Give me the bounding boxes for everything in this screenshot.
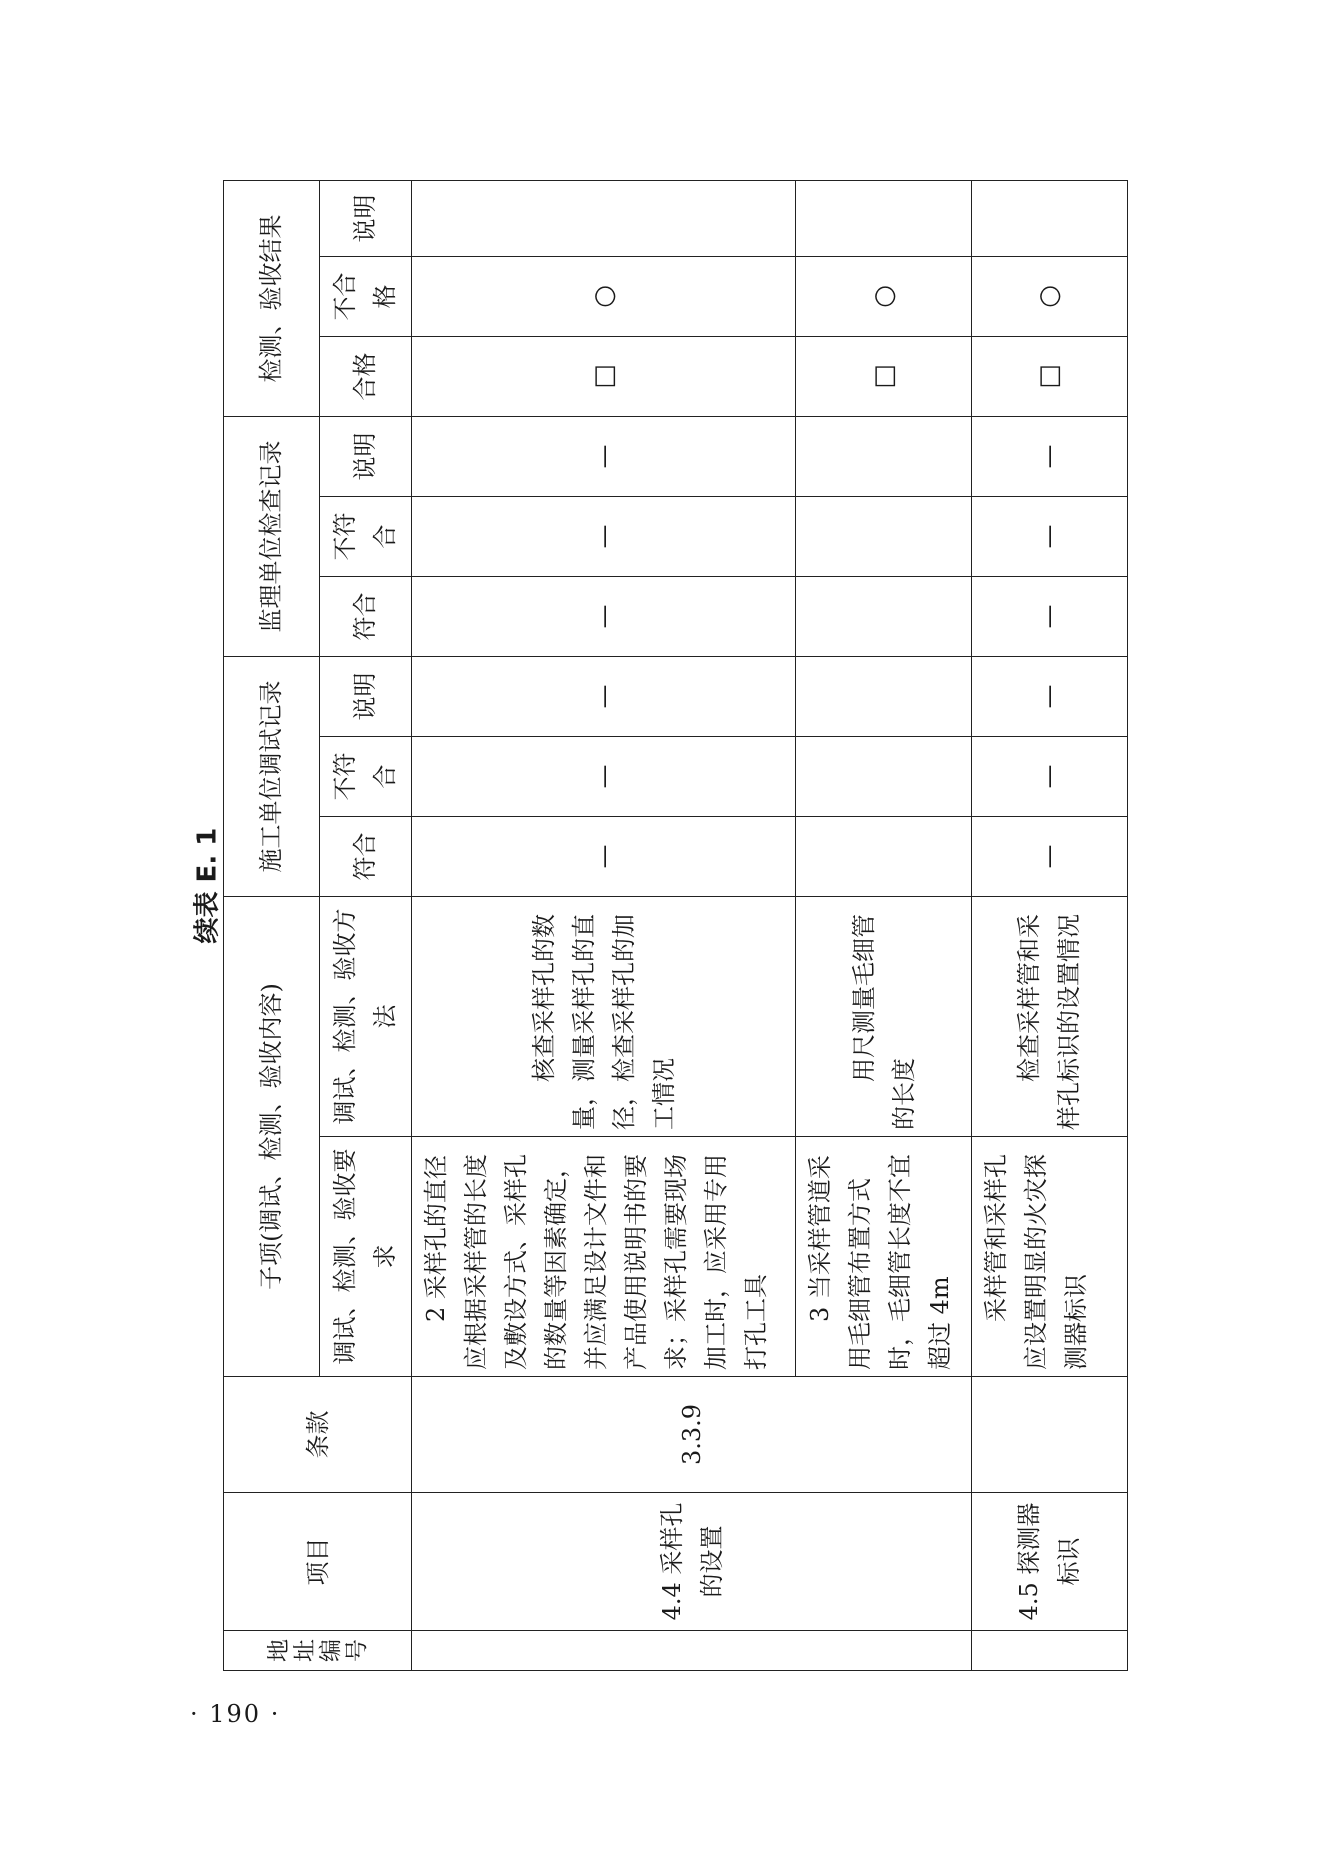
s-nonconform-cell: — bbox=[412, 496, 796, 576]
c-note-cell bbox=[796, 656, 972, 736]
header-clause: 条款 bbox=[224, 1377, 412, 1493]
c-nonconform-cell bbox=[796, 736, 972, 816]
rotated-table-container bbox=[223, 194, 1128, 1671]
result-note-cell bbox=[971, 180, 1127, 256]
c-nonconform-cell: — bbox=[971, 736, 1127, 816]
method-cell: 检查采样管和采样孔标识的设置情况 bbox=[971, 896, 1127, 1136]
header-construction-group: 施工单位调试记录 bbox=[224, 656, 320, 896]
unqualified-radio[interactable]: ○ bbox=[971, 256, 1127, 336]
method-cell: 用尺测量毛细管的长度 bbox=[796, 896, 972, 1136]
s-note-cell: — bbox=[412, 416, 796, 496]
header-c-conform: 符合 bbox=[319, 816, 412, 896]
header-address-no: 地址编号 bbox=[224, 1631, 412, 1671]
qualified-checkbox[interactable]: □ bbox=[796, 336, 972, 416]
requirement-cell: 2 采样孔的直径应根据采样管的长度及敷设方式、采样孔的数量等因素确定，并应满足设计文件和产品使用说明书的要求；采样孔需要现场加工时，应采用专用打孔工具 bbox=[412, 1137, 796, 1377]
qualified-checkbox[interactable]: □ bbox=[971, 336, 1127, 416]
header-result-group: 检测、验收结果 bbox=[224, 180, 320, 416]
header-s-note: 说明 bbox=[319, 416, 412, 496]
method-cell: 核查采样孔的数量，测量采样孔的直径，检查采样孔的加工情况 bbox=[412, 896, 796, 1136]
table-row bbox=[971, 180, 1127, 1670]
item-cell: 4.4 采样孔的设置 bbox=[412, 1493, 972, 1631]
s-note-cell bbox=[796, 416, 972, 496]
page-number: · 190 · bbox=[190, 1700, 281, 1728]
header-c-note: 说明 bbox=[319, 656, 412, 736]
c-note-cell: — bbox=[412, 656, 796, 736]
c-conform-cell: — bbox=[971, 816, 1127, 896]
address-no-cell bbox=[412, 1631, 972, 1671]
unqualified-radio[interactable]: ○ bbox=[796, 256, 972, 336]
header-qualified: 合格 bbox=[319, 336, 412, 416]
table-row bbox=[412, 180, 796, 1670]
c-nonconform-cell: — bbox=[412, 736, 796, 816]
s-conform-cell bbox=[796, 576, 972, 656]
header-method: 调试、检测、验收方法 bbox=[319, 896, 412, 1136]
header-item: 项目 bbox=[224, 1493, 412, 1631]
header-supervision-group: 监理单位检查记录 bbox=[224, 416, 320, 656]
address-no-cell bbox=[971, 1631, 1127, 1671]
item-cell: 4.5 探测器标识 bbox=[971, 1493, 1127, 1631]
header-requirement: 调试、检测、验收要求 bbox=[319, 1137, 412, 1377]
header-result-note: 说明 bbox=[319, 180, 412, 256]
qualified-checkbox[interactable]: □ bbox=[412, 336, 796, 416]
result-note-cell bbox=[796, 180, 972, 256]
result-note-cell bbox=[412, 180, 796, 256]
header-s-conform: 符合 bbox=[319, 576, 412, 656]
s-note-cell: — bbox=[971, 416, 1127, 496]
header-unqualified: 不合格 bbox=[319, 256, 412, 336]
clause-cell bbox=[971, 1377, 1127, 1493]
clause-cell: 3.3.9 bbox=[412, 1377, 972, 1493]
s-conform-cell: — bbox=[412, 576, 796, 656]
header-subitem-group: 子项(调试、检测、验收内容) bbox=[224, 896, 320, 1376]
header-c-nonconform: 不符合 bbox=[319, 736, 412, 816]
s-conform-cell: — bbox=[971, 576, 1127, 656]
c-conform-cell: — bbox=[412, 816, 796, 896]
table-caption: 续表 E. 1 bbox=[192, 827, 223, 944]
requirement-cell: 3 当采样管道采用毛细管布置方式时，毛细管长度不宜超过 4m bbox=[796, 1137, 972, 1377]
s-nonconform-cell: — bbox=[971, 496, 1127, 576]
unqualified-radio[interactable]: ○ bbox=[412, 256, 796, 336]
c-note-cell: — bbox=[971, 656, 1127, 736]
requirement-cell: 采样管和采样孔应设置明显的火灾探测器标识 bbox=[971, 1137, 1127, 1377]
inspection-table bbox=[223, 180, 1128, 1671]
s-nonconform-cell bbox=[796, 496, 972, 576]
header-s-nonconform: 不符合 bbox=[319, 496, 412, 576]
c-conform-cell bbox=[796, 816, 972, 896]
